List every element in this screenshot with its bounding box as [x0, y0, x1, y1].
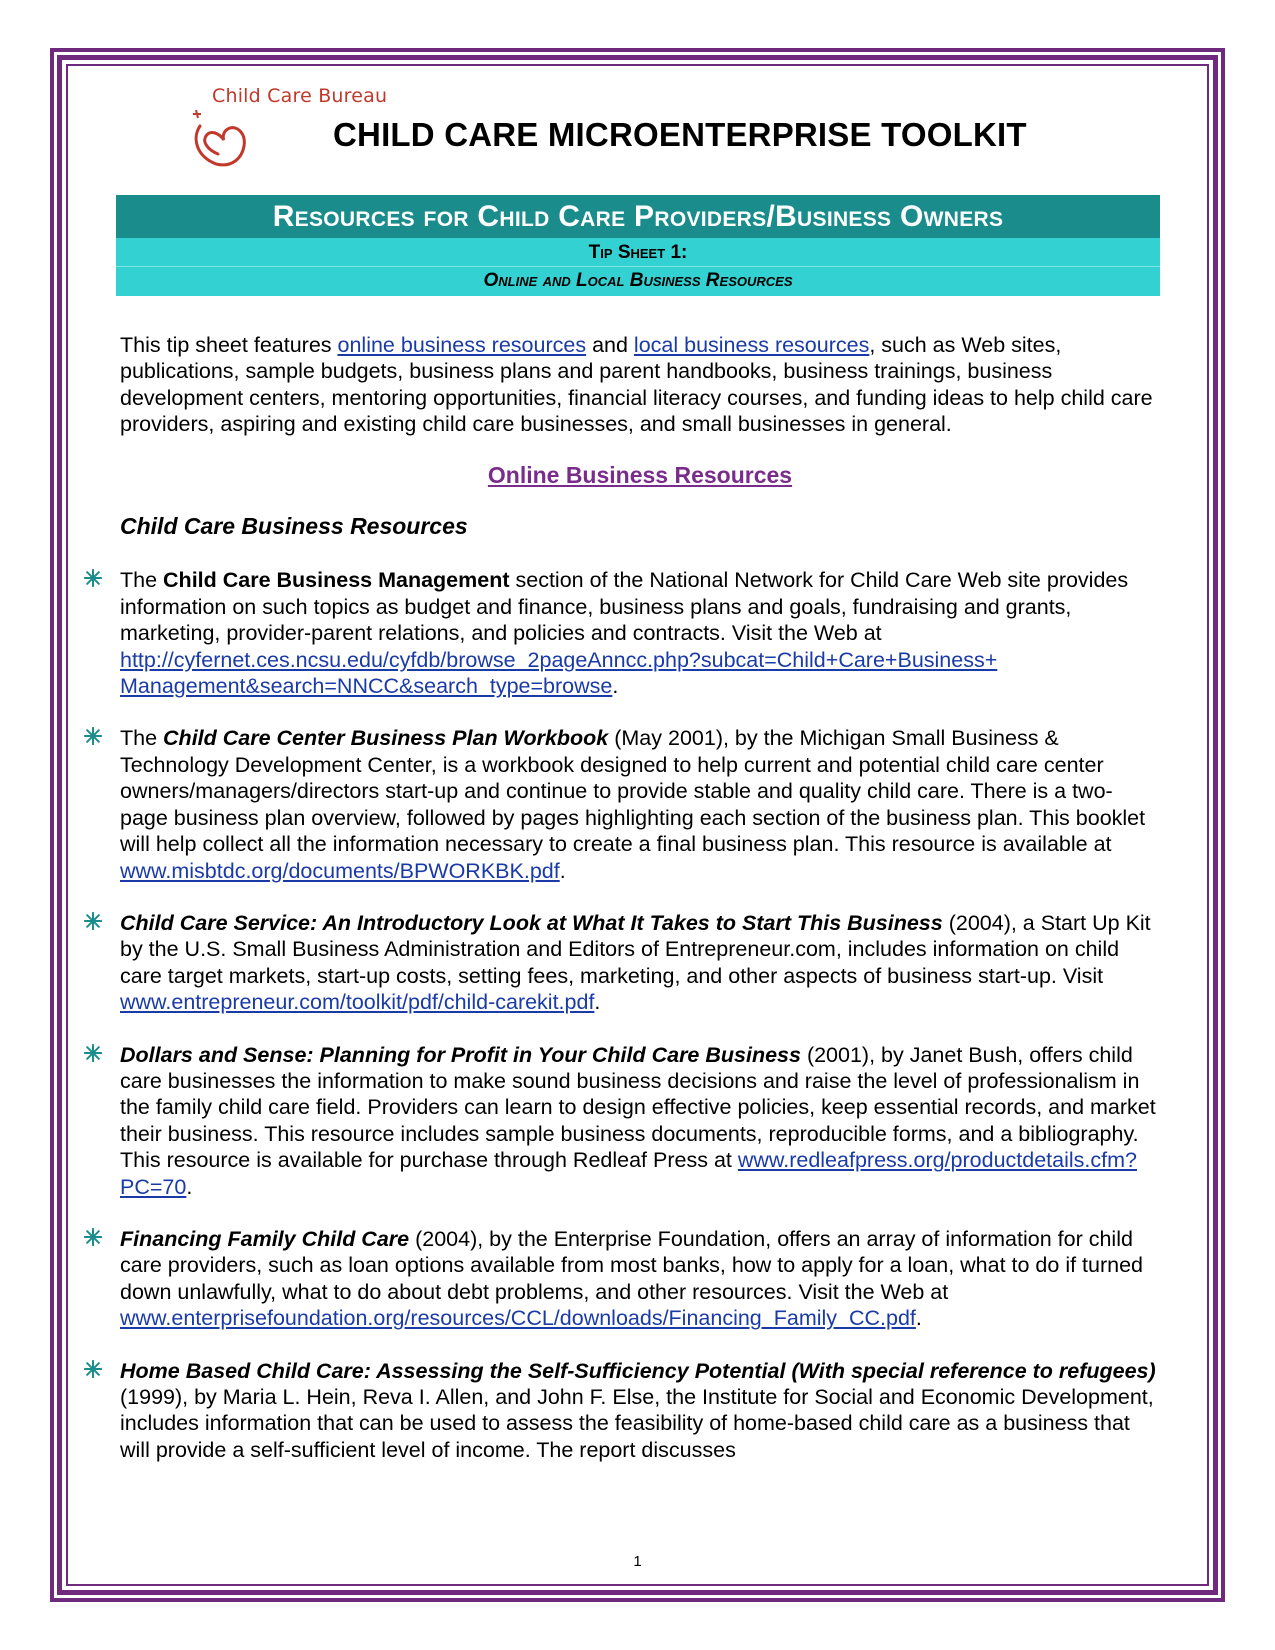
item-link[interactable]: http://cyfernet.ces.ncsu.edu/cyfdb/browse_2pageAnncc.php?subcat=Child+Care+Business+ Management&search=NNCC&search_type=browse	[120, 647, 998, 699]
item-title: Financing Family Child Care	[120, 1226, 410, 1251]
bullet-star-icon	[84, 567, 102, 585]
bullet-star-icon	[84, 1042, 102, 1060]
intro-text: , such as Web sites, publications, sample budgets, business plans and parent handbooks, business trainings, business development centers, mentoring opportunities, financial literacy courses, and funding ideas to help child care providers, aspiring and existing child care businesses, and small businesses in general.	[120, 333, 1153, 437]
item-title: Child Care Service: An Introductory Look at What It Takes to Start This Business	[120, 910, 943, 935]
list-item	[120, 1358, 1160, 1464]
item-link[interactable]: www.enterprisefoundation.org/resources/CCL/downloads/Financing_Family_CC.pdf	[120, 1306, 916, 1331]
item-text: The	[120, 568, 164, 593]
heart-icon	[188, 104, 254, 170]
bullet-star-icon	[84, 725, 102, 743]
header-banner	[116, 195, 1160, 295]
link-local-resources[interactable]: local business resources	[633, 333, 870, 357]
bullet-star-icon	[84, 1226, 102, 1244]
logo-text: Child Care Bureau	[212, 85, 388, 107]
document-body	[120, 332, 1160, 1463]
banner-subtitle: Online and Local Business Resources	[116, 266, 1160, 296]
section-heading[interactable]: Online Business Resources	[487, 461, 793, 488]
intro-text: This tip sheet features	[120, 333, 338, 357]
banner-heading: Resources for Child Care Providers/Business Owners	[116, 195, 1160, 238]
item-text: (May 2001), by the Michigan Small Business & Technology Development Center, is a workbook designed to help current and potential child care center owners/managers/directors start-up and continue to provide stable and quality child care. There is a two-page business plan overview, followed by pages highlighting each section of the business plan. This booklet will help collect all the information necessary to create a final business plan. This resource is available at	[120, 726, 1146, 857]
link-online-resources[interactable]: online business resources	[337, 333, 587, 357]
resource-list	[120, 567, 1160, 1463]
item-title: Home Based Child Care: Assessing the Self-Sufficiency Potential (With special reference to refugees)	[120, 1358, 1156, 1383]
item-text: section of the National Network for Child Care Web site provides information on such topics as budget and finance, business plans and goals, fundraising and grants, marketing, provider-parent relations, and policies and contracts. Visit the Web at	[120, 568, 1129, 646]
list-item	[120, 725, 1160, 883]
list-item	[120, 1226, 1160, 1332]
item-text: (2004), by the Enterprise Foundation, offers an array of information for child care providers, such as loan options available from most banks, how to apply for a loan, what to do if turned down unlawfully, what to do about debt problems, and other resources. Visit the Web at	[120, 1226, 1144, 1304]
item-title: Dollars and Sense: Planning for Profit in Your Child Care Business	[120, 1042, 801, 1067]
page-title: CHILD CARE MICROENTERPRISE TOOLKIT	[333, 116, 1027, 153]
item-text: (1999), by Maria L. Hein, Reva I. Allen, and John F. Else, the Institute for Social and Economic Development, includes information that can be used to assess the feasibility of home-based child care as a business that will provide a self-sufficient level of income. The report discusses	[120, 1385, 1154, 1462]
item-link[interactable]: www.misbtdc.org/documents/BPWORKBK.pdf	[120, 858, 560, 883]
item-title: Child Care Business Management	[163, 568, 510, 593]
list-item	[120, 1042, 1160, 1200]
list-item	[120, 567, 1160, 699]
sub-heading: Child Care Business Resources	[120, 513, 468, 540]
item-text: (2001), by Janet Bush, offers child care businesses the information to make sound business decisions and raise the level of professionalism in the family child care field. Providers can learn to design effective policies, keep essential records, and market their business. This resource includes sample business documents, reproducible forms, and a bibliography. This resource is available for purchase through Redleaf Press at	[120, 1042, 1156, 1173]
intro-paragraph	[120, 332, 1160, 438]
page-number: 1	[633, 1553, 642, 1570]
item-text: .	[612, 674, 619, 699]
item-text: .	[559, 858, 566, 883]
item-text: The	[120, 726, 164, 751]
item-text: .	[915, 1306, 922, 1331]
bullet-star-icon	[84, 1358, 102, 1376]
item-title: Child Care Center Business Plan Workbook	[163, 726, 609, 751]
item-text: (2004), a Start Up Kit by the U.S. Small Business Administration and Editors of Entrepreneur.com, includes information on child care target markets, start-up costs, setting fees, marketing, and other aspects of business start-up. Visit	[120, 910, 1151, 988]
list-item	[120, 910, 1160, 1016]
item-link[interactable]: www.entrepreneur.com/toolkit/pdf/child-carekit.pdf	[120, 990, 595, 1015]
item-text: .	[186, 1174, 193, 1199]
banner-tip-sheet: Tip Sheet 1:	[116, 238, 1160, 266]
intro-text: and	[586, 333, 634, 357]
bullet-star-icon	[84, 910, 102, 928]
item-text: .	[594, 990, 601, 1015]
item-link[interactable]: www.redleafpress.org/productdetails.cfm?PC=70	[120, 1148, 1137, 1199]
